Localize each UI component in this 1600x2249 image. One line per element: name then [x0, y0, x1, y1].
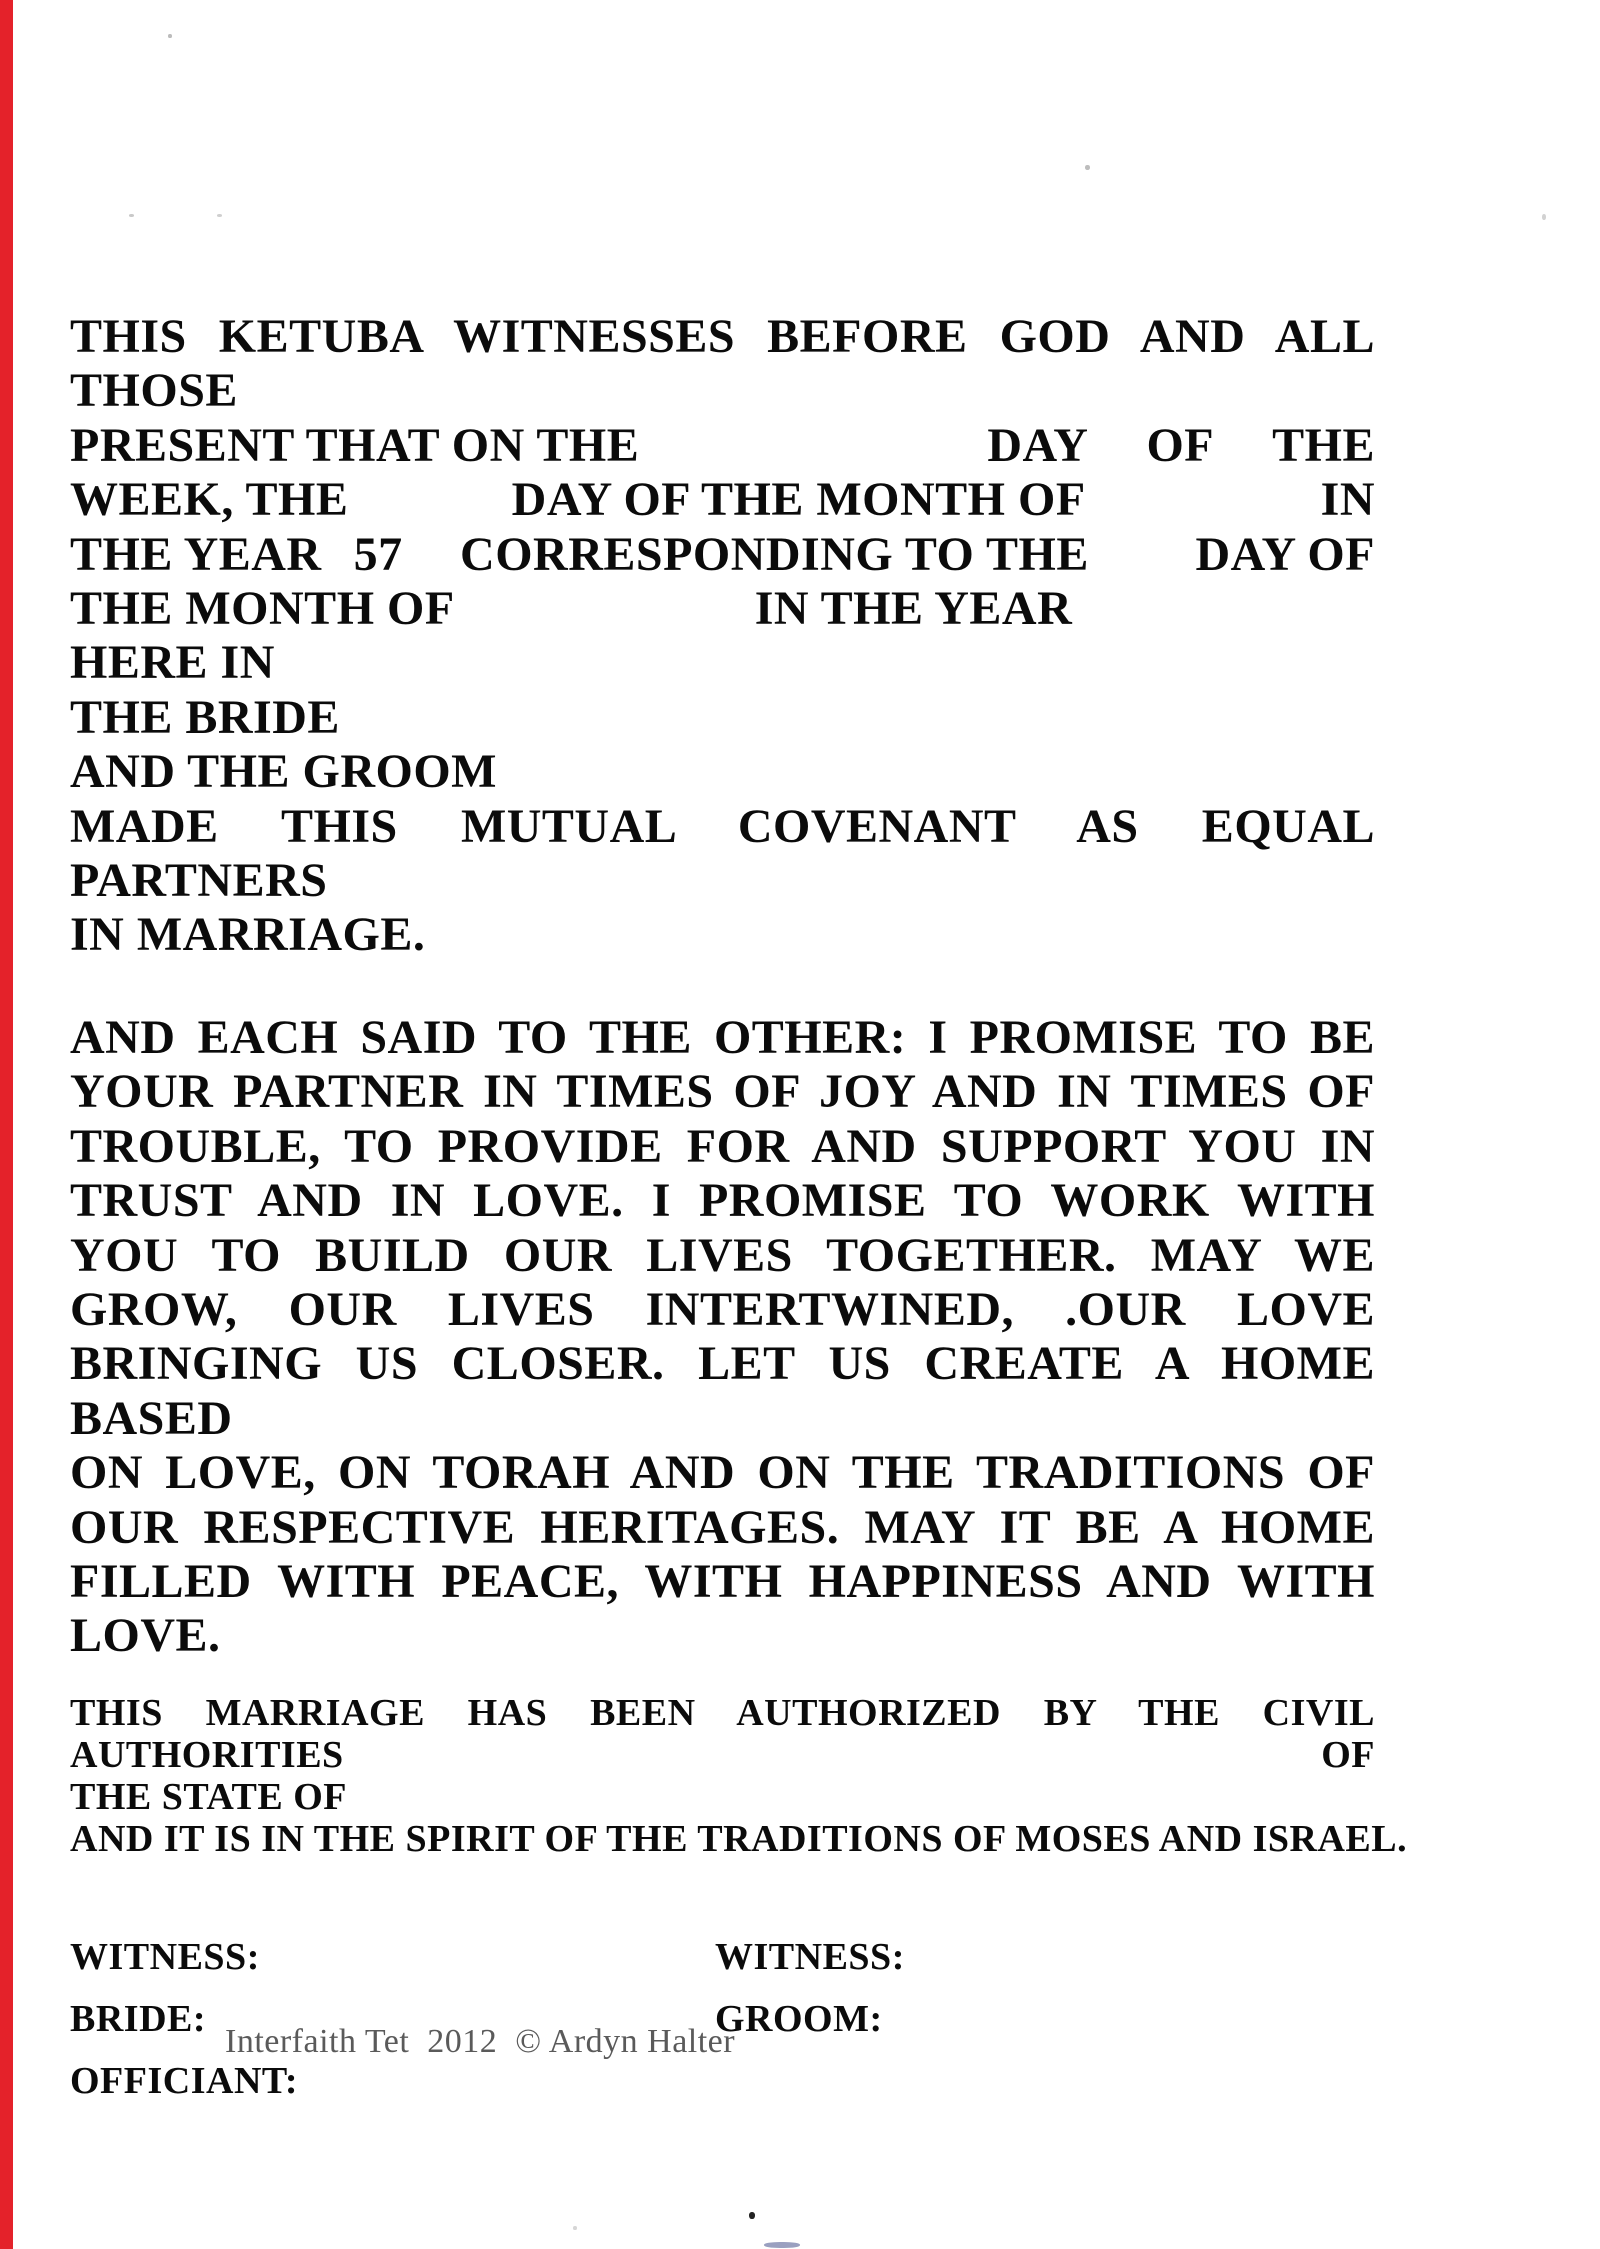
text-line: IN MARRIAGE. — [70, 908, 426, 962]
scan-speck — [1542, 214, 1546, 220]
scan-speck — [217, 214, 222, 217]
text-segment: IN THE YEAR — [754, 582, 1073, 636]
text-segment: PRESENT THAT ON THE — [70, 418, 640, 472]
paragraph-opening — [70, 310, 1375, 963]
blank-fill-in-gap — [1089, 569, 1196, 570]
text-line — [70, 582, 1375, 636]
blank-fill-in-gap — [455, 623, 755, 624]
witness-right-label: WITNESS: — [715, 1935, 905, 1978]
ketubah-text-column — [70, 310, 1408, 2120]
text-line: BRINGING US CLOSER. LET US CREATE A HOME BASED — [70, 1337, 1375, 1445]
text-line: YOUR PARTNER IN TIMES OF JOY AND IN TIMES OF — [70, 1065, 1375, 1119]
red-edge-stripe — [0, 0, 13, 2249]
text-segment: DAY OF — [1195, 527, 1375, 581]
text-segment: THE MONTH OF — [70, 582, 455, 636]
text-segment: THE — [1272, 418, 1375, 472]
scan-speck — [129, 214, 134, 217]
blank-fill-in-gap — [1086, 514, 1321, 515]
witness-left-label: WITNESS: — [70, 1935, 260, 1978]
signature-row-witnesses — [70, 1934, 1375, 1996]
scan-speck — [749, 2212, 755, 2219]
text-segment: THE YEAR — [70, 527, 322, 581]
text-line: YOU TO BUILD OUR LIVES TOGETHER. MAY WE — [70, 1228, 1375, 1282]
text-line: AND THE GROOM — [70, 745, 497, 799]
text-line — [70, 473, 1375, 527]
text-segment: DAY — [987, 418, 1089, 472]
blank-fill-in-gap — [322, 569, 354, 570]
blank-fill-in-gap — [1214, 460, 1272, 461]
text-line: GROW, OUR LIVES INTERTWINED, .OUR LOVE — [70, 1282, 1375, 1336]
paragraph-civil-authorization — [70, 1691, 1408, 1860]
text-line — [70, 528, 1375, 582]
text-line — [70, 419, 1375, 473]
text-segment: DAY OF THE MONTH OF — [511, 473, 1086, 527]
text-segment: 57 — [353, 527, 403, 581]
text-line: AND EACH SAID TO THE OTHER: I PROMISE TO BE — [70, 1010, 1375, 1064]
text-segment: CORRESPONDING TO THE — [460, 527, 1089, 581]
text-line: THE STATE OF — [70, 1775, 347, 1818]
groom-label: GROOM: — [715, 1997, 883, 2040]
bride-label: BRIDE: — [70, 1997, 207, 2040]
text-line: AND IT IS IN THE SPIRIT OF THE TRADITIONS OF MOSES AND ISRAEL. — [70, 1817, 1408, 1860]
officiant-label: OFFICIANT: — [70, 2059, 299, 2102]
text-line: TRUST AND IN LOVE. I PROMISE TO WORK WITH — [70, 1174, 1375, 1228]
scan-speck — [573, 2226, 577, 2230]
text-segment: WEEK, THE — [70, 473, 349, 527]
scan-speck — [1085, 165, 1090, 170]
footer-credit: Interfaith Tet 2012 © Ardyn Halter — [225, 2023, 736, 2060]
text-line: THE BRIDE — [70, 690, 340, 744]
text-line: THIS MARRIAGE HAS BEEN AUTHORIZED BY THE CIVIL AUTHORITIES OF — [70, 1691, 1375, 1776]
text-line: ON LOVE, ON TORAH AND ON THE TRADITIONS OF — [70, 1446, 1375, 1500]
scan-speck — [168, 34, 172, 38]
scan-speck — [764, 2242, 800, 2248]
blank-fill-in-gap — [403, 569, 460, 570]
text-line: HERE IN — [70, 636, 275, 690]
blank-fill-in-gap — [348, 514, 511, 515]
text-line: THIS KETUBA WITNESSES BEFORE GOD AND ALL THOSE — [70, 310, 1375, 418]
text-segment: IN — [1320, 473, 1375, 527]
text-line: TROUBLE, TO PROVIDE FOR AND SUPPORT YOU IN — [70, 1119, 1375, 1173]
text-line: FILLED WITH PEACE, WITH HAPPINESS AND WITH LOVE. — [70, 1554, 1375, 1663]
text-segment: OF — [1146, 418, 1215, 472]
blank-fill-in-gap — [1088, 460, 1146, 461]
text-line: OUR RESPECTIVE HERITAGES. MAY IT BE A HOME — [70, 1500, 1375, 1554]
signature-row-officiant — [70, 2058, 1375, 2120]
paragraph-vows — [70, 1011, 1375, 1664]
blank-fill-in-gap — [639, 460, 987, 461]
text-line: MADE THIS MUTUAL COVENANT AS EQUAL PARTNERS — [70, 799, 1375, 908]
